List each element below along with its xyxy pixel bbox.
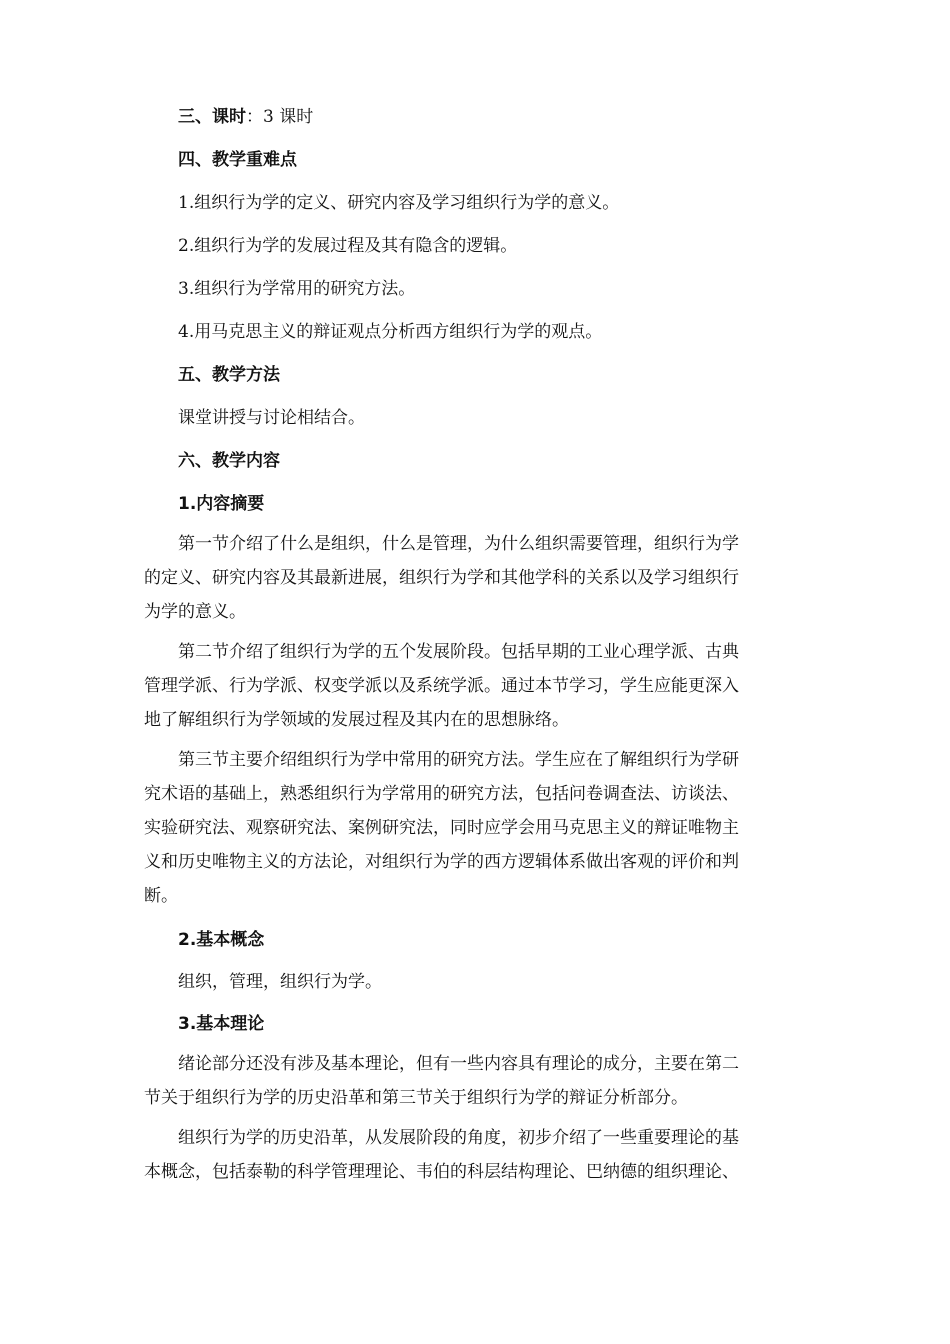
key-point-item: 4.用马克思主义的辩证观点分析西方组织行为学的观点。	[178, 322, 603, 342]
theory-paragraph-2	[144, 1121, 814, 1189]
paragraph-line: 究术语的基础上，熟悉组织行为学常用的研究方法，包括问卷调查法、访谈法、	[144, 784, 739, 804]
paragraph-line: 地了解组织行为学领域的发展过程及其内在的思想脉络。	[144, 710, 569, 730]
section-key-points-heading: 四、教学重难点	[178, 150, 297, 170]
summary-paragraph-3	[144, 743, 814, 913]
content-summary-heading: 1.内容摘要	[178, 494, 265, 514]
section-teaching-content-heading: 六、教学内容	[178, 451, 280, 471]
paragraph-line: 断。	[144, 886, 178, 906]
paragraph-line: 实验研究法、观察研究法、案例研究法，同时应学会用马克思主义的辩证唯物主	[144, 818, 739, 838]
key-point-item: 1.组织行为学的定义、研究内容及学习组织行为学的意义。	[178, 193, 620, 213]
key-point-item: 2.组织行为学的发展过程及其有隐含的逻辑。	[178, 236, 518, 256]
key-point-item: 3.组织行为学常用的研究方法。	[178, 279, 416, 299]
paragraph-line: 义和历史唯物主义的方法论，对组织行为学的西方逻辑体系做出客观的评价和判	[144, 852, 739, 872]
document-body	[144, 104, 814, 1199]
teaching-method-text: 课堂讲授与讨论相结合。	[178, 408, 365, 428]
paragraph-line: 管理学派、行为学派、权变学派以及系统学派。通过本节学习，学生应能更深入	[144, 676, 739, 696]
section-teaching-method-heading: 五、教学方法	[178, 365, 280, 385]
paragraph-line: 第三节主要介绍组织行为学中常用的研究方法。学生应在了解组织行为学研	[178, 750, 739, 770]
basic-concepts-heading: 2.基本概念	[178, 930, 265, 950]
paragraph-line: 的定义、研究内容及其最新进展，组织行为学和其他学科的关系以及学习组织行	[144, 568, 739, 588]
paragraph-line: 组织行为学的历史沿革，从发展阶段的角度，初步介绍了一些重要理论的基	[178, 1128, 739, 1148]
paragraph-line: 本概念，包括泰勒的科学管理理论、韦伯的科层结构理论、巴纳德的组织理论、	[144, 1162, 739, 1182]
class-hours-value: 3 课时	[263, 107, 314, 127]
basic-theory-heading: 3.基本理论	[178, 1014, 265, 1034]
summary-paragraph-2	[144, 635, 814, 737]
paragraph-line: 绪论部分还没有涉及基本理论，但有一些内容具有理论的成分，主要在第二	[178, 1054, 739, 1074]
paragraph-line: 节关于组织行为学的历史沿革和第三节关于组织行为学的辩证分析部分。	[144, 1088, 688, 1108]
summary-paragraph-1	[144, 527, 814, 629]
class-hours-label: 三、课时	[178, 107, 246, 127]
paragraph-line: 第一节介绍了什么是组织，什么是管理，为什么组织需要管理，组织行为学	[178, 534, 739, 554]
basic-concepts-text: 组织，管理，组织行为学。	[178, 972, 382, 992]
theory-paragraph-1	[144, 1047, 814, 1115]
section-class-hours	[178, 104, 814, 130]
class-hours-separator: ：	[246, 107, 263, 127]
paragraph-line: 为学的意义。	[144, 602, 246, 622]
paragraph-line: 第二节介绍了组织行为学的五个发展阶段。包括早期的工业心理学派、古典	[178, 642, 739, 662]
